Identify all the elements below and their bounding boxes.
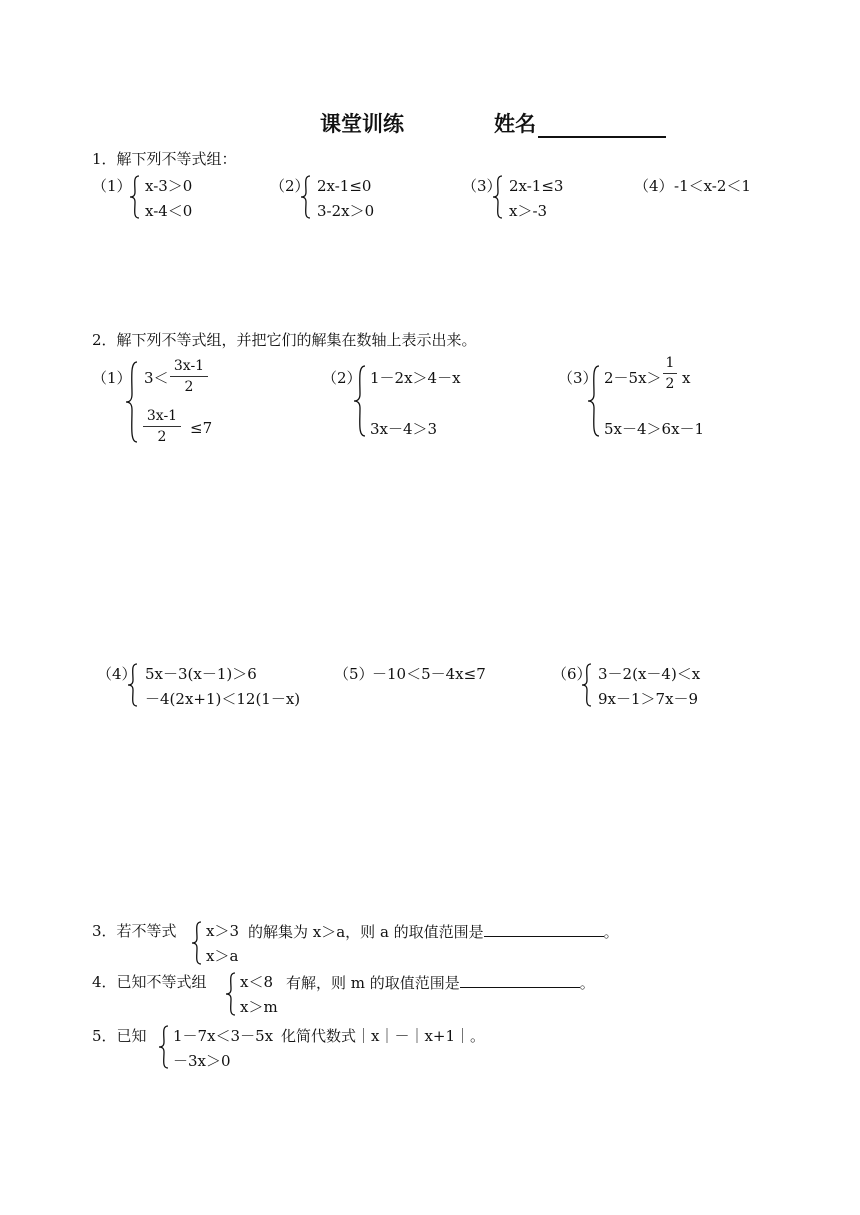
q3-line1: x＞3 <box>206 922 240 940</box>
q4-prefix: 4．已知不等式组 <box>92 973 207 991</box>
fraction-numerator: 1 <box>665 355 675 371</box>
q2-p6-label: （6） <box>552 665 592 683</box>
q2-p6-line2: 9x－1＞7x－9 <box>598 690 699 708</box>
fraction <box>170 358 208 395</box>
q4-mid: 有解，则 m 的取值范围是 <box>286 974 460 992</box>
brace-icon <box>586 364 602 438</box>
fraction-bar <box>170 376 208 377</box>
q4-end: 。 <box>579 974 595 992</box>
q2-p1-suffix: ≤7 <box>190 419 213 437</box>
name-blank[interactable] <box>538 114 666 138</box>
brace-icon <box>299 174 313 220</box>
title-text: 课堂训练 <box>320 112 404 136</box>
q1-p3-label: （3） <box>462 177 502 195</box>
fraction-denominator: 2 <box>157 429 167 445</box>
q2-p6-line1: 3－2(x－4)＜x <box>598 665 701 683</box>
q1-p2-line1: 2x-1≤0 <box>317 177 372 195</box>
q5-line1: 1－7x＜3－5x <box>173 1027 274 1045</box>
q1-p4-text: -1＜x-2＜1 <box>674 177 751 195</box>
q4-answer-blank[interactable] <box>460 973 580 988</box>
brace-icon <box>126 662 140 708</box>
q4-line2: x＞m <box>240 998 278 1016</box>
q2-p4-label: （4） <box>97 665 137 683</box>
page-title <box>320 108 404 138</box>
fraction-bar <box>663 373 677 374</box>
q2-stem: 2．解下列不等式组，并把它们的解集在数轴上表示出来。 <box>92 331 477 349</box>
q3-prefix: 3．若不等式 <box>92 922 177 940</box>
q2-p1-prefix: 3＜ <box>144 369 169 387</box>
fraction <box>143 408 181 445</box>
brace-icon <box>124 360 140 444</box>
q2-p2-label: （2） <box>322 369 362 387</box>
q2-p2-line2: 3x－4＞3 <box>370 420 438 438</box>
brace-icon <box>491 174 505 220</box>
q3-end: 。 <box>603 923 619 941</box>
q2-p1-label: （1） <box>92 369 132 387</box>
name-label: 姓名 <box>494 112 536 136</box>
fraction-denominator: 2 <box>665 376 675 392</box>
brace-icon <box>190 920 204 966</box>
q3-line2: x＞a <box>206 947 239 965</box>
fraction-numerator: 3x-1 <box>146 408 178 424</box>
q1-p4-label: （4） <box>634 177 674 195</box>
q5-prefix: 5．已知 <box>92 1027 147 1045</box>
q3-mid: 的解集为 x＞a，则 a 的取值范围是 <box>248 923 484 941</box>
name-field[interactable] <box>494 108 666 138</box>
q5-mid: 化简代数式｜x｜－｜x+1｜。 <box>281 1027 486 1045</box>
q2-p4-line1: 5x－3(x－1)＞6 <box>145 665 257 683</box>
brace-icon <box>157 1024 171 1070</box>
q4-answer-row <box>286 973 595 992</box>
q1-p2-label: （2） <box>270 177 310 195</box>
q2-p3-prefix: 2－5x＞ <box>604 369 662 387</box>
brace-icon <box>128 174 142 220</box>
q1-p3-line1: 2x-1≤3 <box>509 177 564 195</box>
q1-p3-line2: x＞-3 <box>509 202 548 220</box>
q5-line2: －3x＞0 <box>173 1052 231 1070</box>
q1-stem: 1．解下列不等式组： <box>92 150 237 168</box>
q1-p1-label: （1） <box>92 177 132 195</box>
q2-p5-text: －10＜5－4x≤7 <box>372 665 486 683</box>
q3-answer-row <box>248 922 619 941</box>
brace-icon <box>580 662 594 708</box>
q4-line1: x＜8 <box>240 973 274 991</box>
q2-p2-line1: 1－2x＞4－x <box>370 369 461 387</box>
q1-p2-line2: 3-2x＞0 <box>317 202 375 220</box>
q1-p1-line1: x-3＞0 <box>145 177 193 195</box>
q2-p3-suffix: x <box>682 369 691 387</box>
fraction-numerator: 3x-1 <box>173 358 205 374</box>
q2-p4-line2: －4(2x+1)＜12(1－x) <box>145 690 301 708</box>
fraction-denominator: 2 <box>184 379 194 395</box>
q2-p3-label: （3） <box>558 369 598 387</box>
fraction-bar <box>143 426 181 427</box>
fraction <box>663 355 677 392</box>
brace-icon <box>224 971 238 1017</box>
q3-answer-blank[interactable] <box>484 922 604 937</box>
brace-icon <box>352 364 368 438</box>
q1-p1-line2: x-4＜0 <box>145 202 193 220</box>
q2-p5-label: （5） <box>334 665 374 683</box>
q2-p3-line2: 5x－4＞6x－1 <box>604 420 705 438</box>
